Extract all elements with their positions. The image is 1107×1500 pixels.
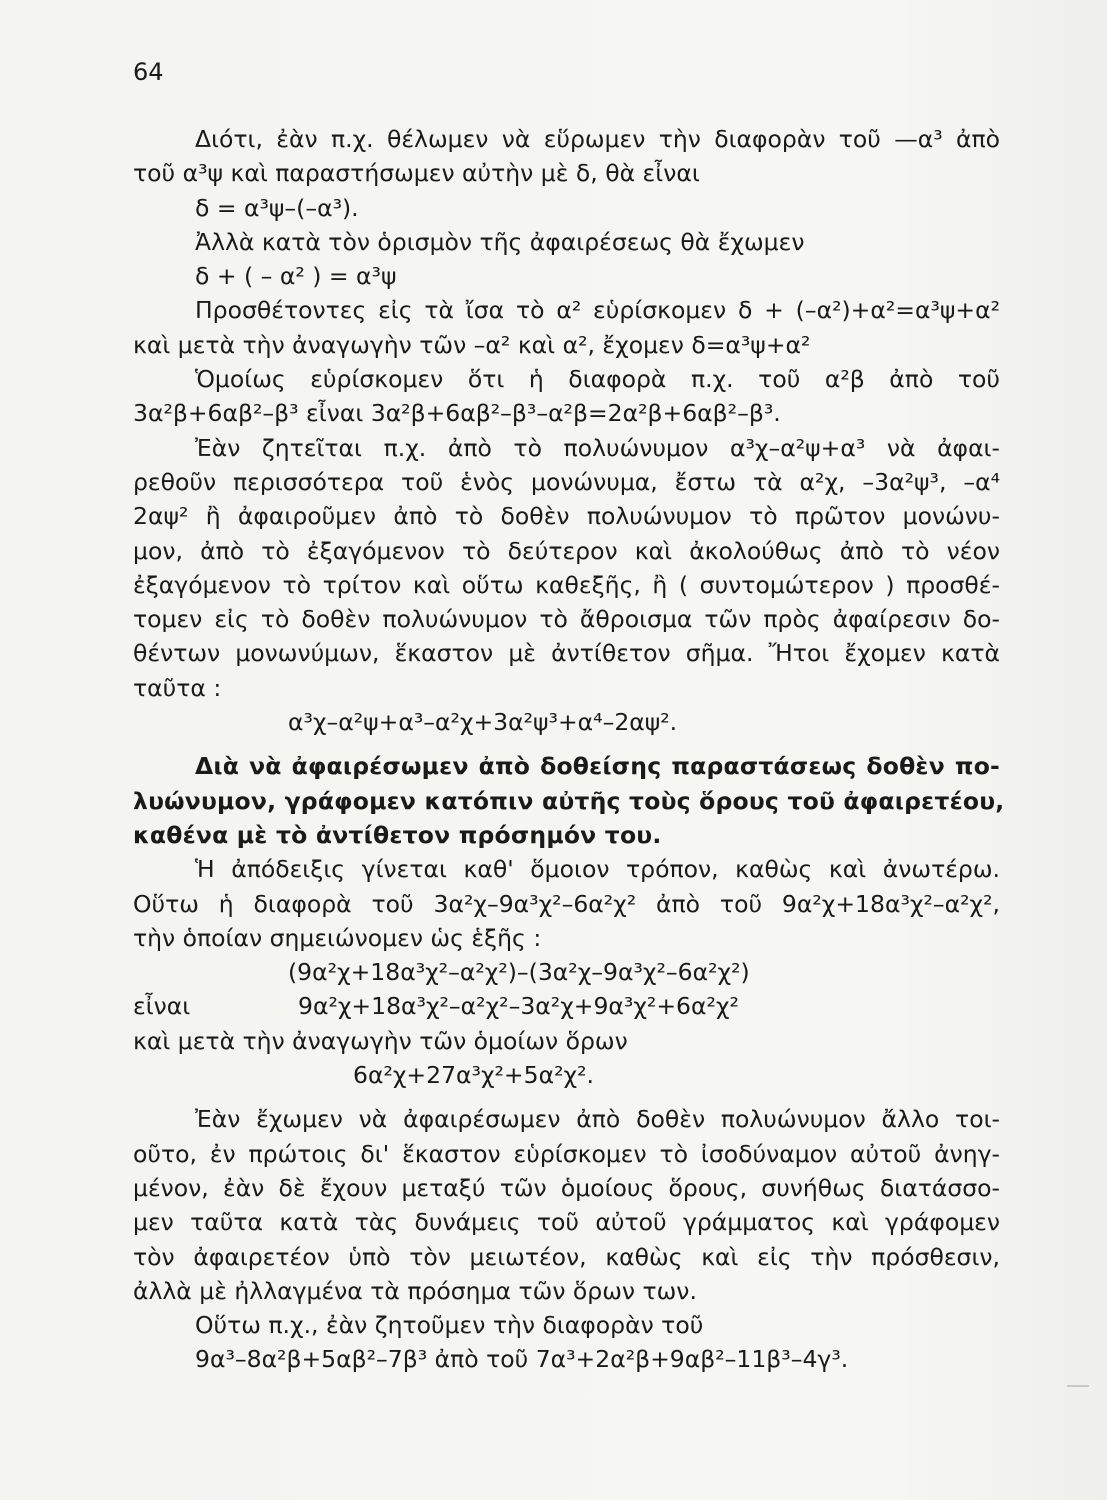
text-line: μεν ταῦτα κατὰ τὰς δυνάμεις τοῦ αὐτοῦ γράμματος καὶ γράφομεν <box>133 1208 1000 1237</box>
formula-line: α³χ–α²ψ+α³–α²χ+3α²ψ³+α⁴–2αψ². <box>288 708 678 737</box>
formula-line: 6α²χ+27α³χ²+5α²χ². <box>353 1061 594 1090</box>
text-line: μον, ἀπὸ τὸ ἐξαγόμενον τὸ δεύτερον καὶ ἀκολούθως ἀπὸ τὸ νέον <box>133 536 1000 565</box>
page-text <box>133 122 1005 1377</box>
formula-line: δ + ( – α² ) = α³ψ <box>195 262 397 291</box>
text-line: τὸν ἀφαιρετέον ὑπὸ τὸν μειωτέον, καθὼς καὶ εἰς τὴν πρόσθεσιν, <box>133 1242 1000 1271</box>
text-line: τοῦ α³ψ καὶ παραστήσωμεν αὐτὴν μὲ δ, θὰ εἶναι <box>133 159 700 188</box>
rule-line: Διὰ νὰ ἀφαιρέσωμεν ἀπὸ δοθείσης παραστάσεως δοθὲν πο- <box>195 752 1000 781</box>
text-line: Ἀλλὰ κατὰ τὸν ὁρισμὸν τῆς ἀφαιρέσεως θὰ ἔχωμεν <box>195 227 805 256</box>
text-line: 2αψ² ἢ ἀφαιροῦμεν ἀπὸ τὸ δοθὲν πολυώνυμον τὸ πρῶτον μονώνυ- <box>133 502 1000 531</box>
text-line: Ἡ ἀπόδειξις γίνεται καθ' ὅμοιον τρόπον, καθὼς καὶ ἀνωτέρω. <box>195 855 1000 884</box>
text-line: Οὕτω π.χ., ἐὰν ζητοῦμεν τὴν διαφορὰν τοῦ <box>195 1311 704 1340</box>
text-line: 3α²β+6αβ²–β³ εἶναι 3α²β+6αβ²–β³–α²β=2α²β+6αβ²–β³. <box>133 399 781 428</box>
text-line: Ἐὰν ἔχωμεν νὰ ἀφαιρέσωμεν ἀπὸ δοθὲν πολυώνυμον ἄλλο τοι- <box>195 1105 1000 1134</box>
text-line: οῦτο, ἐν πρώτοις δι' ἕκαστον εὑρίσκομεν τὸ ἰσοδύναμον αὐτοῦ ἀνηγ- <box>133 1139 1000 1168</box>
formula-line: 9α³–8α²β+5αβ²–7β³ ἀπὸ τοῦ 7α³+2α²β+9αβ²–11β³–4γ³. <box>195 1345 849 1374</box>
text-line: τομεν εἰς τὸ δοθὲν πολυώνυμον τὸ ἄθροισμα τῶν πρὸς ἀφαίρεσιν δο- <box>133 605 1000 634</box>
text-line: Διότι, ἐὰν π.χ. θέλωμεν νὰ εὕρωμεν τὴν διαφορὰν τοῦ —α³ ἀπὸ <box>195 125 1000 153</box>
formula-line: δ = α³ψ–(–α³). <box>195 193 359 222</box>
page-number: 64 <box>133 58 164 86</box>
scan-mark <box>1067 1385 1089 1387</box>
formula-label: εἶναι <box>133 992 191 1021</box>
text-line: Ὁμοίως εὑρίσκομεν ὅτι ἡ διαφορὰ π.χ. τοῦ α²β ἀπὸ τοῦ <box>195 365 1000 394</box>
text-line: τὴν ὁποίαν σημειώνομεν ὡς ἑξῆς : <box>133 923 542 952</box>
rule-line: καθένα μὲ τὸ ἀντίθετον πρόσημόν του. <box>133 820 662 849</box>
text-line: μένον, ἐὰν δὲ ἔχουν μεταξύ τῶν ὁμοίους ὅρους, συνήθως διατάσσο- <box>133 1173 1000 1202</box>
text-line: θέντων μονωνύμων, ἕκαστον μὲ ἀντίθετον σῆμα. Ἤτοι ἔχομεν κατὰ <box>133 639 1000 668</box>
formula-line: 9α²χ+18α³χ²–α²χ²–3α²χ+9α³χ²+6α²χ² <box>298 992 739 1021</box>
formula-line: (9α²χ+18α³χ²–α²χ²)–(3α²χ–9α³χ²–6α²χ²) <box>288 958 750 987</box>
text-line: καὶ μετὰ τὴν ἀναγωγὴν τῶν –α² καὶ α², ἔχομεν δ=α³ψ+α² <box>133 330 811 359</box>
text-line: Ἐὰν ζητεῖται π.χ. ἀπὸ τὸ πολυώνυμον α³χ–α²ψ+α³ νὰ ἀφαι- <box>195 433 1000 462</box>
text-line: ἐξαγόμενον τὸ τρίτον καὶ οὕτω καθεξῆς, ἢ ( συντομώτερον ) προσθέ- <box>133 570 1000 599</box>
text-line: Προσθέτοντες εἰς τὰ ἴσα τὸ α² εὑρίσκομεν δ + (–α²)+α²=α³ψ+α² <box>195 296 1000 325</box>
text-line: Οὕτω ἡ διαφορὰ τοῦ 3α²χ–9α³χ²–6α²χ² ἀπὸ τοῦ 9α²χ+18α³χ²–α²χ², <box>133 889 1000 918</box>
text-line: ρεθοῦν περισσότερα τοῦ ἑνὸς μονώνυμα, ἔστω τὰ α²χ, –3α²ψ³, –α⁴ <box>133 467 1000 496</box>
text-line: καὶ μετὰ τὴν ἀναγωγὴν τῶν ὁμοίων ὅρων <box>133 1026 628 1055</box>
text-line: ἀλλὰ μὲ ἠλλαγμένα τὰ πρόσημα τῶν ὅρων των. <box>133 1276 697 1305</box>
formula-row <box>133 989 1000 1023</box>
text-line: ταῦτα : <box>133 673 222 702</box>
rule-line: λυώνυμον, γράφομεν κατόπιν αὐτῆς τοὺς ὅρους τοῦ ἀφαιρετέου, <box>133 786 1005 815</box>
